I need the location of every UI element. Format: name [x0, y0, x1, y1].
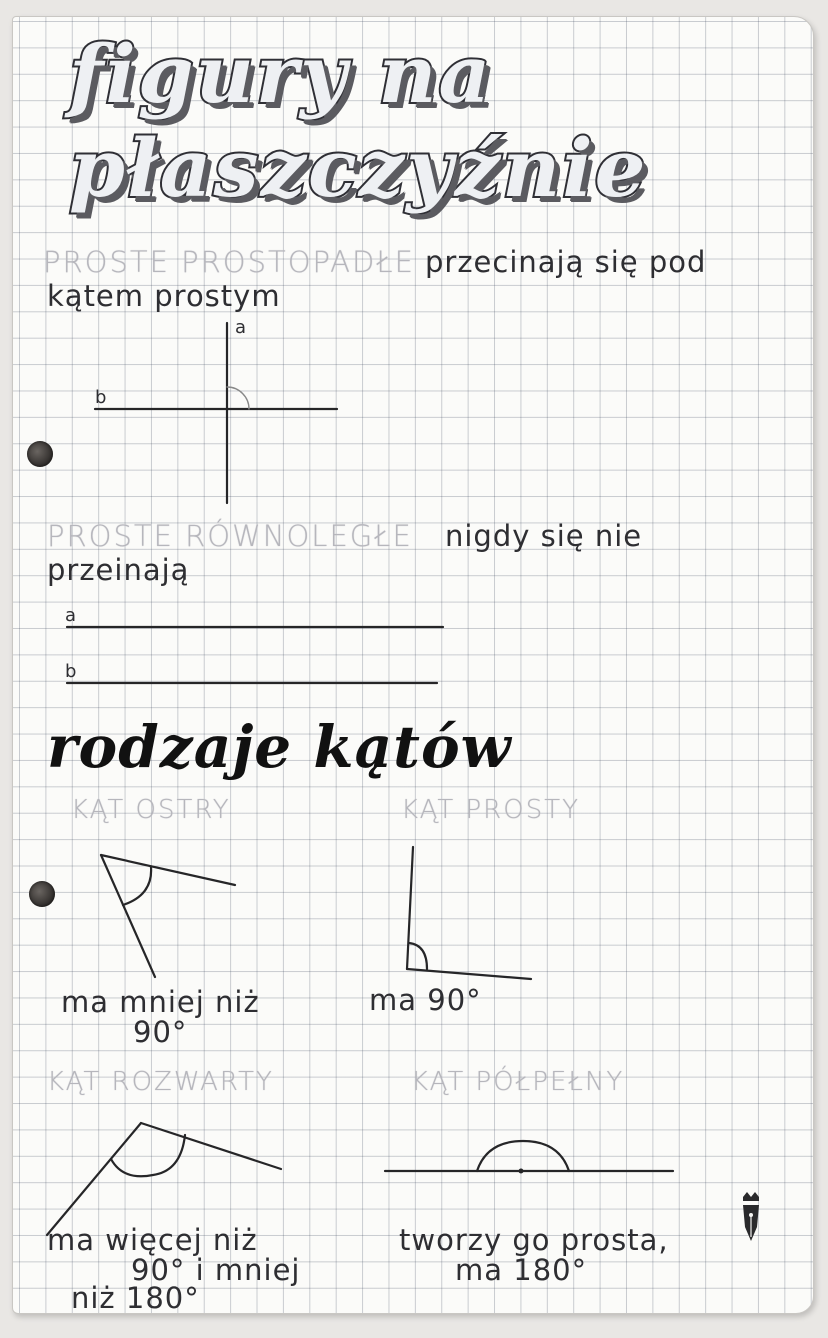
page-title-line2: płaszczyźnie: [69, 121, 648, 215]
obtuse-angle-desc-line3: niż 180°: [71, 1281, 200, 1314]
parallel-desc-line2: przeinają: [47, 553, 190, 587]
parallel-heading: PROSTE RÓWNOLEGŁE: [47, 519, 413, 553]
parallel-b-label: b: [65, 661, 77, 682]
right-angle-desc: ma 90°: [369, 983, 482, 1017]
angles-heading: rodzaje kątów: [47, 713, 512, 781]
acute-angle-desc-line2: 90°: [133, 1015, 188, 1049]
obtuse-angle-desc-line1: ma więcej niż: [47, 1223, 258, 1257]
obtuse-angle-name: KĄT ROZWARTY: [47, 1067, 274, 1097]
perpendicular-heading: PROSTE PROSTOPADŁE: [43, 245, 415, 279]
line-b-label: b: [95, 387, 107, 408]
acute-angle-desc-line1: ma mniej niż: [61, 985, 260, 1019]
line-a-label: a: [235, 317, 247, 338]
acute-angle-name: KĄT OSTRY: [71, 795, 231, 825]
straight-angle-desc-line2: ma 180°: [455, 1253, 588, 1287]
right-angle-name: KĄT PROSTY: [401, 795, 580, 825]
obtuse-angle-desc-line2: 90° i mniej: [131, 1253, 301, 1287]
parallel-a-label: a: [65, 605, 77, 626]
page-title-line1: figury na: [69, 27, 493, 121]
straight-angle-name: KĄT PÓŁPEŁNY: [411, 1067, 625, 1097]
straight-angle-desc-line1: tworzy go prosta,: [399, 1223, 669, 1257]
parallel-desc-line1: nigdy się nie: [445, 519, 643, 553]
perpendicular-desc-line1: przecinają się pod: [425, 245, 707, 279]
perpendicular-desc-line2: kątem prostym: [47, 279, 281, 313]
straight-angle-figure: [13, 17, 813, 1313]
fountain-pen-icon: [737, 1191, 765, 1243]
notebook-page: [12, 16, 814, 1314]
